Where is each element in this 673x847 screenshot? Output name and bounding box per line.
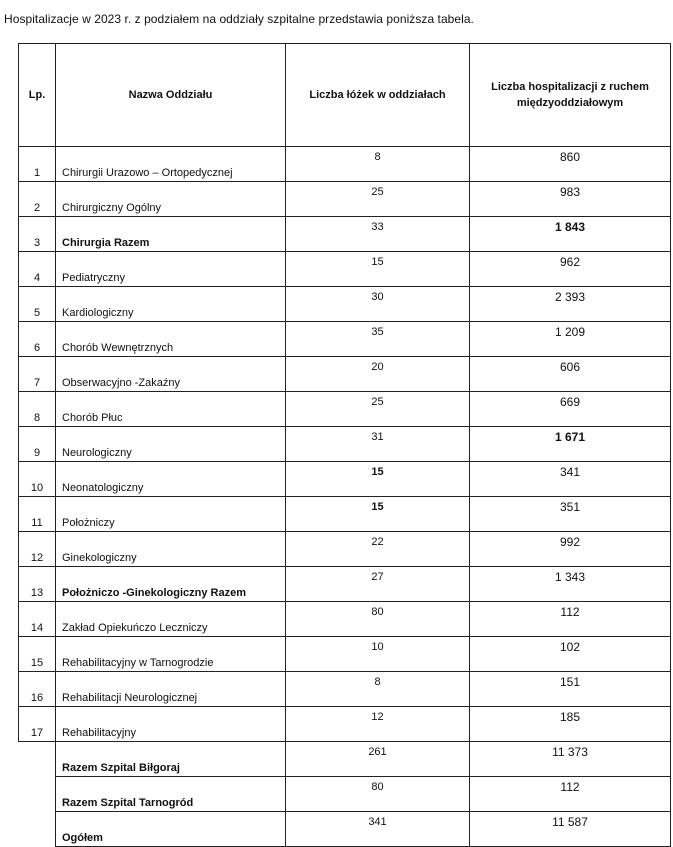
row-hospitalizations: 1 671 xyxy=(470,427,671,462)
row-hospitalizations: 1 209 xyxy=(470,322,671,357)
row-beds: 10 xyxy=(286,637,470,672)
header-name: Nazwa Oddziału xyxy=(56,44,286,147)
row-beds: 22 xyxy=(286,532,470,567)
row-hospitalizations: 983 xyxy=(470,182,671,217)
row-hospitalizations: 606 xyxy=(470,357,671,392)
table-row xyxy=(19,287,671,322)
row-lp: 1 xyxy=(19,147,56,182)
row-hospitalizations: 112 xyxy=(470,602,671,637)
row-hospitalizations: 669 xyxy=(470,392,671,427)
row-hospitalizations: 2 393 xyxy=(470,287,671,322)
row-lp: 6 xyxy=(19,322,56,357)
table-row xyxy=(19,532,671,567)
table-row xyxy=(19,462,671,497)
row-lp: 5 xyxy=(19,287,56,322)
summary-empty-cell xyxy=(19,742,56,777)
row-name: Chorób Wewnętrznych xyxy=(56,322,286,357)
row-beds: 27 xyxy=(286,567,470,602)
row-name: Neurologiczny xyxy=(56,427,286,462)
row-name: Chirurgii Urazowo – Ortopedycznej xyxy=(56,147,286,182)
row-name: Kardiologiczny xyxy=(56,287,286,322)
summary-row-bilgoraj xyxy=(19,742,671,777)
row-beds: 33 xyxy=(286,217,470,252)
table-row xyxy=(19,147,671,182)
row-name: Położniczo -Ginekologiczny Razem xyxy=(56,567,286,602)
table-header-row xyxy=(19,44,671,147)
row-name: Obserwacyjno -Zakaźny xyxy=(56,357,286,392)
row-lp: 11 xyxy=(19,497,56,532)
row-name: Neonatologiczny xyxy=(56,462,286,497)
summary-name: Ogółem xyxy=(56,812,286,847)
row-name: Ginekologiczny xyxy=(56,532,286,567)
summary-hospitalizations: 11 587 xyxy=(470,812,671,847)
summary-name: Razem Szpital Tarnogród xyxy=(56,777,286,812)
row-name: Zakład Opiekuńczo Leczniczy xyxy=(56,602,286,637)
row-hospitalizations: 1 843 xyxy=(470,217,671,252)
row-beds: 30 xyxy=(286,287,470,322)
hospitalizations-table xyxy=(18,43,671,847)
header-hospitalizations: Liczba hospitalizacji z ruchem międzyoddziałowym xyxy=(470,44,671,147)
row-beds: 12 xyxy=(286,707,470,742)
table-row xyxy=(19,322,671,357)
row-lp: 16 xyxy=(19,672,56,707)
row-lp: 17 xyxy=(19,707,56,742)
table-row xyxy=(19,672,671,707)
row-name: Chirurgia Razem xyxy=(56,217,286,252)
row-hospitalizations: 151 xyxy=(470,672,671,707)
summary-empty-cell xyxy=(19,812,56,847)
row-lp: 8 xyxy=(19,392,56,427)
row-name: Pediatryczny xyxy=(56,252,286,287)
row-lp: 3 xyxy=(19,217,56,252)
row-beds: 8 xyxy=(286,147,470,182)
intro-text: Hospitalizacje w 2023 r. z podziałem na oddziały szpitalne przedstawia poniższa tabela. xyxy=(4,12,474,26)
summary-empty-cell xyxy=(19,777,56,812)
row-beds: 31 xyxy=(286,427,470,462)
row-lp: 12 xyxy=(19,532,56,567)
row-hospitalizations: 962 xyxy=(470,252,671,287)
table-row xyxy=(19,497,671,532)
row-beds: 15 xyxy=(286,497,470,532)
summary-beds: 261 xyxy=(286,742,470,777)
table-row xyxy=(19,602,671,637)
row-beds: 35 xyxy=(286,322,470,357)
row-beds: 15 xyxy=(286,252,470,287)
table-row xyxy=(19,392,671,427)
table-row xyxy=(19,567,671,602)
summary-row-total xyxy=(19,812,671,847)
row-name: Chirurgiczny Ogólny xyxy=(56,182,286,217)
row-hospitalizations: 341 xyxy=(470,462,671,497)
row-hospitalizations: 102 xyxy=(470,637,671,672)
row-beds: 25 xyxy=(286,182,470,217)
table-row xyxy=(19,357,671,392)
row-name: Położniczy xyxy=(56,497,286,532)
summary-row-tarnogrod xyxy=(19,777,671,812)
table-row xyxy=(19,427,671,462)
row-lp: 2 xyxy=(19,182,56,217)
row-name: Rehabilitacji Neurologicznej xyxy=(56,672,286,707)
summary-beds: 341 xyxy=(286,812,470,847)
row-lp: 13 xyxy=(19,567,56,602)
row-lp: 14 xyxy=(19,602,56,637)
summary-hospitalizations: 112 xyxy=(470,777,671,812)
summary-beds: 80 xyxy=(286,777,470,812)
row-name: Rehabilitacyjny xyxy=(56,707,286,742)
row-beds: 8 xyxy=(286,672,470,707)
row-lp: 10 xyxy=(19,462,56,497)
table-row xyxy=(19,707,671,742)
row-lp: 7 xyxy=(19,357,56,392)
row-lp: 15 xyxy=(19,637,56,672)
row-name: Chorób Płuc xyxy=(56,392,286,427)
table-row xyxy=(19,182,671,217)
row-beds: 80 xyxy=(286,602,470,637)
row-hospitalizations: 351 xyxy=(470,497,671,532)
row-name: Rehabilitacyjny w Tarnogrodzie xyxy=(56,637,286,672)
row-hospitalizations: 1 343 xyxy=(470,567,671,602)
row-hospitalizations: 185 xyxy=(470,707,671,742)
row-beds: 15 xyxy=(286,462,470,497)
header-beds: Liczba łóżek w oddziałach xyxy=(286,44,470,147)
row-lp: 4 xyxy=(19,252,56,287)
summary-name: Razem Szpital Biłgoraj xyxy=(56,742,286,777)
row-beds: 25 xyxy=(286,392,470,427)
table-row xyxy=(19,252,671,287)
row-hospitalizations: 860 xyxy=(470,147,671,182)
table-row xyxy=(19,637,671,672)
header-lp: Lp. xyxy=(19,44,56,147)
table-row xyxy=(19,217,671,252)
row-hospitalizations: 992 xyxy=(470,532,671,567)
summary-hospitalizations: 11 373 xyxy=(470,742,671,777)
row-lp: 9 xyxy=(19,427,56,462)
row-beds: 20 xyxy=(286,357,470,392)
